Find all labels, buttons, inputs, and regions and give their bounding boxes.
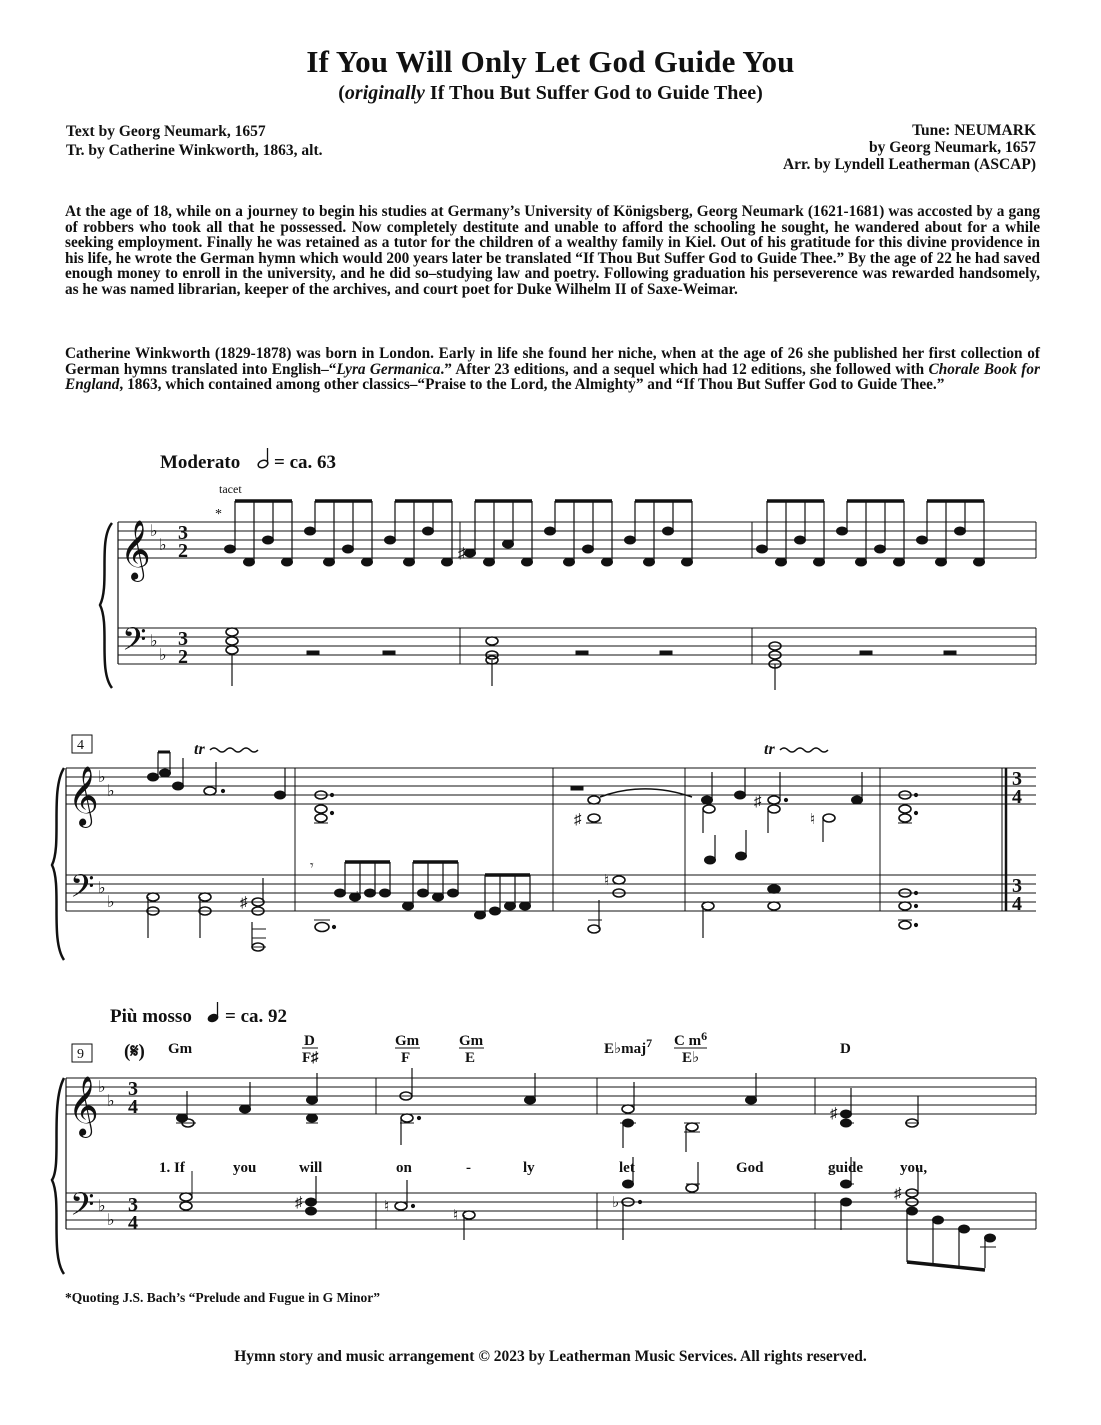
time-signature-top: 3 — [178, 522, 188, 544]
chord-bass: E — [465, 1050, 476, 1066]
half-rest — [660, 651, 672, 655]
flat-b: ♭ — [98, 1079, 106, 1096]
bass-eighth-run — [907, 1207, 997, 1270]
eighth-note — [814, 558, 825, 566]
treble-notes-2 — [148, 741, 918, 842]
lyrics-verse-1 — [159, 1160, 927, 1176]
time-signature-bottom: 4 — [128, 1212, 138, 1234]
trill-marking: tr — [194, 741, 205, 758]
text-by: Text by Georg Neumark, 1657 — [66, 123, 266, 140]
measure-number-4: 4 — [77, 738, 84, 753]
eighth-note — [625, 536, 636, 544]
chord-bass: F♯ — [302, 1050, 319, 1066]
time-signature-bottom: 4 — [1012, 893, 1022, 915]
lyric-syllable: God — [736, 1160, 764, 1176]
flat-b: ♭ — [98, 880, 106, 897]
time-signature-top: 3 — [1012, 768, 1022, 790]
eighth-note — [465, 549, 476, 557]
flat-b: ♭ — [150, 523, 158, 540]
lyric-syllable: you — [233, 1160, 257, 1176]
svg-text:♯: ♯ — [830, 1106, 838, 1122]
eighth-note — [955, 527, 966, 535]
half-rest — [383, 651, 395, 655]
eighth-note — [442, 558, 453, 566]
eighth-note — [564, 558, 575, 566]
tune-by: by Georg Neumark, 1657 — [868, 139, 1036, 156]
bass-eighth-run — [335, 862, 531, 919]
half-rest — [944, 651, 956, 655]
tempo-value-1: = ca. 63 — [274, 452, 337, 473]
bass-clef: 𝄢 — [70, 1188, 95, 1230]
eighth-note — [602, 558, 613, 566]
svg-text:♯: ♯ — [458, 546, 466, 562]
flat-b: ♭ — [150, 633, 158, 650]
copyright-notice: Hymn story and music arrangement © 2023 by Leatherman Music Services. All rights reserved. — [234, 1348, 867, 1365]
bass-clef: 𝄢 — [70, 870, 95, 912]
eighth-note — [757, 545, 768, 553]
segno-sign: (𝄋) — [124, 1041, 145, 1062]
treble-clef: 𝄞 — [68, 768, 99, 825]
eighth-note — [385, 536, 396, 544]
trill-line — [780, 748, 828, 752]
eighth-note — [875, 545, 886, 553]
eighth-note — [776, 558, 787, 566]
time-signature-top: 3 — [1012, 875, 1022, 897]
eighth-note — [324, 558, 335, 566]
eighth-note — [282, 558, 293, 566]
half-rest — [576, 651, 588, 655]
half-rest — [307, 651, 319, 655]
page-title: If You Will Only Let God Guide You — [306, 44, 795, 79]
svg-text:♯: ♯ — [295, 1195, 303, 1211]
eighth-note — [505, 902, 516, 910]
svg-text:♮: ♮ — [810, 812, 816, 828]
subtitle-emphasis: originally — [344, 82, 425, 104]
svg-text:♯: ♯ — [894, 1186, 902, 1202]
eighth-note — [936, 558, 947, 566]
eighth-note — [644, 558, 655, 566]
treble-notes-3 — [176, 1068, 919, 1152]
time-signature-top: 3 — [128, 1194, 138, 1216]
tune-name: Tune: NEUMARK — [912, 122, 1036, 139]
footnote-asterisk: * — [215, 507, 222, 522]
svg-text:♯: ♯ — [240, 895, 248, 911]
treble-clef: 𝄞 — [68, 1078, 99, 1135]
eighth-note — [484, 558, 495, 566]
half-chord — [486, 637, 498, 686]
chord-symbol: Gm — [395, 1033, 420, 1049]
lyric-syllable: you, — [900, 1160, 928, 1176]
flat-e: ♭ — [107, 783, 115, 800]
lyric-syllable: let — [619, 1160, 635, 1176]
system-brace — [52, 1078, 64, 1274]
chord-symbol: E♭maj$^7$ — [604, 1036, 653, 1057]
eighth-note — [856, 558, 867, 566]
chord-bass: E♭ — [682, 1050, 700, 1066]
eighth-note — [305, 527, 316, 535]
bass-clef: 𝄢 — [122, 623, 147, 665]
flat-e: ♭ — [159, 647, 167, 664]
eighth-note — [365, 889, 376, 897]
eighth-note — [335, 889, 346, 897]
system-brace — [52, 768, 64, 960]
eighth-note — [795, 536, 806, 544]
svg-text:♭: ♭ — [612, 1195, 620, 1211]
treble-staff-2 — [66, 768, 1036, 804]
eighth-note — [583, 545, 594, 553]
book-title-chorale: Chorale Book for England — [65, 360, 1040, 394]
barlines-3 — [376, 1078, 1036, 1229]
arranged-by: Arr. by Lyndell Leatherman (ASCAP) — [782, 156, 1036, 173]
footnote: *Quoting J.S. Bach’s “Prelude and Fugue in G Minor” — [65, 1290, 381, 1305]
eighth-note — [974, 558, 985, 566]
time-signature-bottom: 2 — [178, 540, 188, 562]
eighth-note — [380, 889, 391, 897]
eighth-note — [917, 536, 928, 544]
tacet-marking: tacet — [219, 482, 242, 496]
eighth-note — [503, 540, 514, 548]
eighth-note — [404, 558, 415, 566]
bass-staff-1 — [118, 628, 1036, 664]
treble-staff-3 — [66, 1078, 1036, 1114]
flat-e: ♭ — [107, 1212, 115, 1229]
time-signature-bottom: 4 — [128, 1096, 138, 1118]
treble-clef: 𝄞 — [120, 522, 151, 579]
measure-number-9: 9 — [77, 1047, 84, 1062]
eighth-note — [522, 558, 533, 566]
eighth-note — [894, 558, 905, 566]
eighth-note — [244, 558, 255, 566]
svg-text:♯: ♯ — [574, 812, 582, 828]
bass-staff-3 — [66, 1193, 1036, 1229]
tie — [600, 789, 692, 797]
eighth-note-run — [225, 501, 985, 566]
eighth-note — [225, 545, 236, 553]
chord-symbol: Gm — [168, 1041, 193, 1057]
eighth-note — [475, 911, 486, 919]
translated-by: Tr. by Catherine Winkworth, 1863, alt. — [66, 142, 323, 159]
eighth-note — [520, 902, 531, 910]
lyric-syllable: on — [396, 1160, 412, 1176]
time-signature-bottom: 2 — [178, 646, 188, 668]
half-chord — [769, 642, 781, 690]
eighth-note — [682, 558, 693, 566]
svg-text:♮: ♮ — [604, 873, 610, 889]
chord-bass: F — [401, 1050, 411, 1066]
trill-marking: tr — [764, 741, 775, 758]
lyric-syllable: ly — [523, 1160, 535, 1176]
tempo-marking-2: Più mosso — [110, 1006, 192, 1027]
lyric-syllable: will — [299, 1160, 323, 1176]
time-signature-bottom: 4 — [1012, 786, 1022, 808]
chord-symbols — [168, 1029, 851, 1066]
eighth-note — [663, 527, 674, 535]
tempo-marking-1: Moderato — [160, 452, 241, 473]
svg-text:♮: ♮ — [453, 1208, 459, 1224]
eighth-note — [423, 527, 434, 535]
eighth-note — [418, 889, 429, 897]
chord-symbol: D — [840, 1041, 851, 1057]
half-rest — [571, 786, 583, 790]
system-brace — [100, 523, 112, 688]
flat-e: ♭ — [107, 1093, 115, 1110]
treble-staff-1 — [118, 522, 1036, 558]
chord-symbol: Gm — [459, 1033, 484, 1049]
chord-symbol: D — [304, 1033, 315, 1049]
eighth-note — [837, 527, 848, 535]
svg-text:♯: ♯ — [754, 794, 762, 810]
time-signature-top: 3 — [178, 628, 188, 650]
hymn-story-paragraph-1: At the age of 18, while on a journey to begin his studies at Germany’s University of Königsberg, Georg Neumark (1621-1681) was accosted by a gang of robbers who took all that he possessed. Now completely destitute and unable to afford the schooling he sought, he wandered about for a while seeking employment. Finally he was retained as a tutor for the children of a wealthy family in Kiel. Out of his gratitude for this divine providence in his life, he wrote the German hymn which would 200 years later be translated “If Thou But Suffer God to Guide Thee.” By the age of 22 he had saved enough money to enroll in the university, and he did so–studying law and poetry. Following graduation his perseverence was rewarded handsomely, as he was named librarian, keeper of the archives, and court poet for Duke Wilhelm II of Saxe-Weimar. — [65, 203, 1040, 298]
chord-symbol: C $m^6$ — [674, 1029, 708, 1049]
half-rest — [860, 651, 872, 655]
eighth-note — [263, 536, 274, 544]
trill-line — [210, 748, 258, 752]
page-subtitle: (originally If Thou But Suffer God to Guide Thee) — [338, 82, 763, 104]
flat-b: ♭ — [98, 1198, 106, 1215]
eighth-note — [433, 893, 444, 901]
time-signature-top: 3 — [128, 1078, 138, 1100]
eighth-note — [343, 545, 354, 553]
tempo-value-2: = ca. 92 — [225, 1006, 288, 1027]
eighth-note — [403, 902, 414, 910]
lyric-syllable: 1. If — [159, 1160, 185, 1176]
svg-text:♯: ♯ — [352, 890, 359, 905]
book-title-lyra: Lyra Germanica — [336, 360, 441, 378]
flat-e: ♭ — [107, 894, 115, 911]
eighth-note — [362, 558, 373, 566]
lyric-syllable: - — [466, 1160, 471, 1176]
svg-text:♮: ♮ — [384, 1199, 390, 1215]
lyric-syllable: guide — [828, 1160, 864, 1176]
eighth-note — [448, 889, 459, 897]
eighth-note — [490, 907, 501, 915]
flat-b: ♭ — [98, 769, 106, 786]
bass-notes-2 — [147, 830, 918, 951]
eighth-rest: 𝄾 — [310, 859, 314, 874]
eighth-note — [545, 527, 556, 535]
bass-staff-2 — [66, 875, 1036, 911]
hymn-story-paragraph-2: Catherine Winkworth (1829-1878) was born in London. Early in life she found her niche, when at the age of 26 she published her first collection of German hymns translated into English–“Lyra Germanica.” After 23 editions, and a sequel which had 12 editions, she followed with Chorale Book for England, 1863, which contained among other classics–“Praise to the Lord, the Almighty” and “If Thou But Suffer God to Guide Thee.” — [65, 345, 1040, 394]
flat-e: ♭ — [159, 537, 167, 554]
